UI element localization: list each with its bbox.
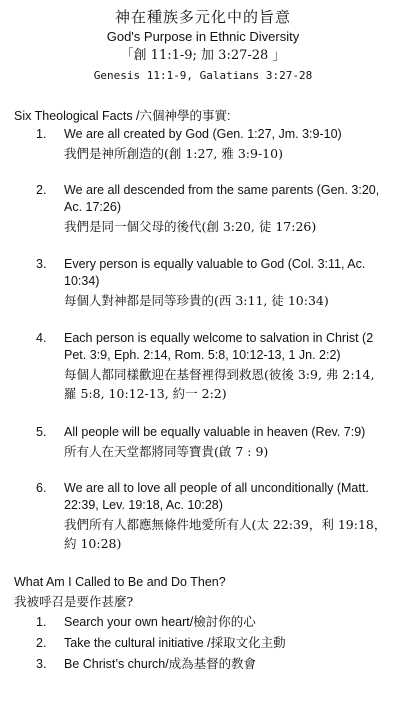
fact-item-5: [36, 424, 388, 461]
document-header: [0, 6, 406, 84]
called-item-number: 1.: [36, 615, 47, 629]
fact-number: 5.: [36, 425, 47, 439]
called-section-heading-chinese: 我被呼召是要作甚麼?: [14, 594, 134, 609]
fact-english: We are all to love all people of all unconditionally (Matt. 22:39, Lev. 19:18, Ac. 10:28): [64, 481, 369, 512]
called-item-text: Take the cultural initiative /採取文化主動: [64, 636, 286, 650]
title-chinese: 神在種族多元化中的旨意: [114, 8, 291, 26]
fact-number: 3.: [36, 257, 47, 271]
called-item-number: 3.: [36, 657, 47, 671]
fact-english: All people will be equally valuable in heaven (Rev. 7:9): [64, 425, 366, 439]
fact-item-3: [36, 256, 388, 310]
fact-item-2: [36, 182, 388, 236]
fact-chinese: 我們所有人都應無條件地愛所有人(太 22:39，利 19:18，約 10:28): [64, 517, 387, 551]
called-item-text: Search your own heart/檢討你的心: [64, 615, 256, 629]
fact-item-6: [36, 480, 388, 553]
called-section-heading-english: What Am I Called to Be and Do Then?: [14, 575, 226, 589]
fact-chinese: 每個人對神都是同等珍貴的(西 3:11, 徒 10:34): [64, 293, 329, 308]
called-item-1: [36, 614, 396, 631]
scripture-references-english: Genesis 11:1-9, Galatians 3:27-28: [93, 69, 313, 82]
fact-english: Every person is equally valuable to God (Col. 3:11, Ac. 10:34): [64, 257, 366, 288]
fact-chinese: 我們是神所創造的(創 1:27, 雅 3:9-10): [64, 146, 283, 161]
fact-number: 6.: [36, 481, 47, 495]
fact-number: 4.: [36, 331, 47, 345]
fact-item-1: [36, 126, 388, 163]
fact-item-4: [36, 330, 388, 403]
called-item-2: [36, 635, 396, 652]
fact-english: Each person is equally welcome to salvation in Christ (2 Pet. 3:9, Eph. 2:14, Rom. 5:8, 10:12-13, 1 Jn. 2:2): [64, 331, 374, 362]
called-item-number: 2.: [36, 636, 47, 650]
fact-chinese: 我們是同一個父母的後代(創 3:20, 徒 17:26): [64, 219, 317, 234]
fact-number: 1.: [36, 127, 47, 141]
called-item-3: [36, 656, 396, 673]
fact-chinese: 每個人都同樣歡迎在基督裡得到救恩(彼後 3:9, 弗 2:14, 羅 5:8, 10:12-13, 約一 2:2): [64, 367, 375, 401]
facts-section-heading: Six Theological Facts /六個神學的事實:: [14, 109, 231, 123]
fact-english: We are all created by God (Gen. 1:27, Jm. 3:9-10): [64, 127, 342, 141]
fact-number: 2.: [36, 183, 47, 197]
fact-english: We are all descended from the same parents (Gen. 3:20, Ac. 17:26): [64, 183, 380, 214]
title-english: God's Purpose in Ethnic Diversity: [106, 29, 300, 44]
called-item-text: Be Christ’s church/成為基督的教會: [64, 657, 257, 671]
scripture-references-chinese: 「創 11:1-9; 加 3:27-28 」: [120, 48, 286, 63]
fact-chinese: 所有人在天堂都將同等寶貴(啟 7 : 9): [64, 444, 269, 459]
